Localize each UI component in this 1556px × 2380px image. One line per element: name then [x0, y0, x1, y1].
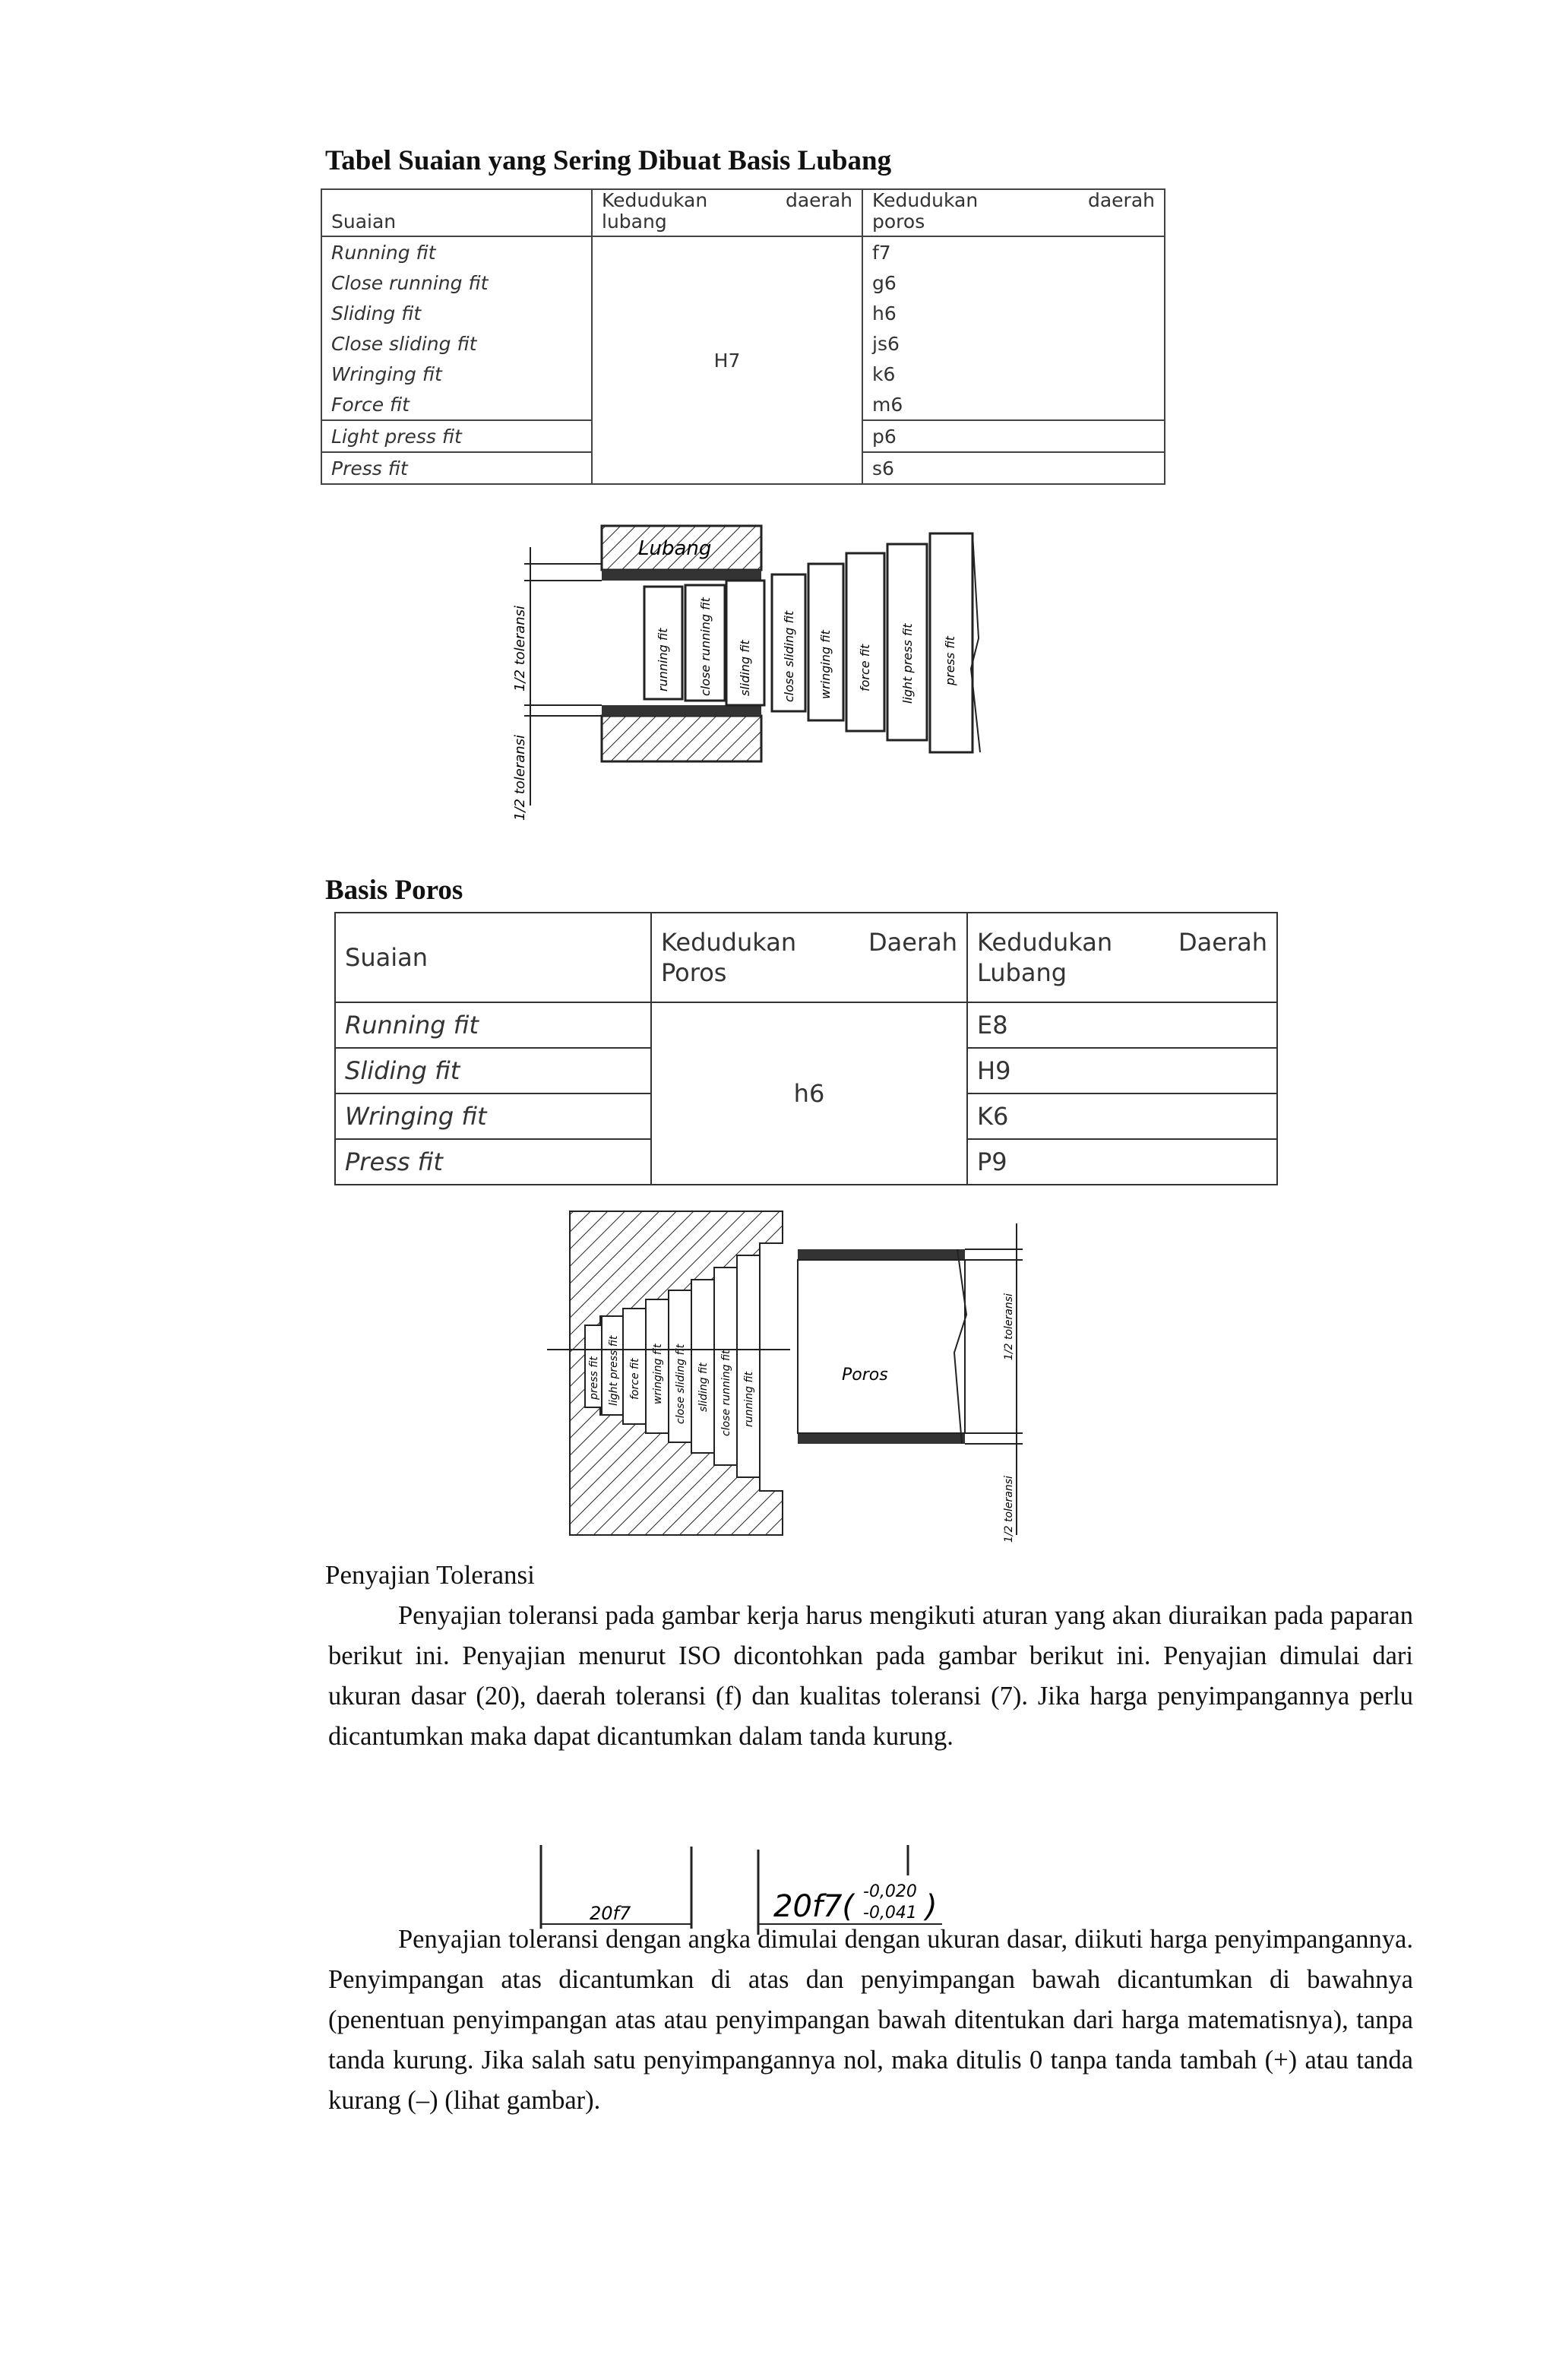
tol-band-bottom	[602, 705, 761, 716]
t2-header-lubang: Kedudukan Daerah Lubang	[967, 913, 1277, 1002]
t2-shaft-h6: h6	[651, 1002, 967, 1185]
t1-shaft: g6	[862, 267, 1165, 298]
t2-fit: Wringing fit	[335, 1093, 651, 1139]
shaft-basis-table	[334, 912, 1278, 1185]
hole-basis-table	[321, 188, 1165, 485]
t1-fit: Wringing fit	[321, 359, 592, 389]
upper-deviation: -0,020	[863, 1882, 917, 1901]
paragraph-2: Penyajian toleransi dengan angka dimulai dengan ukuran dasar, diikuti harga penyimpangannya. Penyimpangan atas dicantumkan di atas dan penyimpangan bawah dicantumkan di bawahnya (penentuan penyimpangan atas atau penyimpangan bawah ditentukan dari harga matematisnya), tanpa tanda kurung. Jika salah satu penyimpangannya nol, maka ditulis 0 tanpa tanda tambah (+) atau tanda kurang (–) (lihat gambar).	[328, 1925, 1413, 2115]
fit-label: light press fit	[900, 623, 915, 704]
lubang-label: Lubang	[638, 537, 712, 560]
fit-label: sliding fit	[697, 1362, 710, 1412]
fit-label: sliding fit	[738, 640, 752, 696]
t1-fit: Press fit	[321, 452, 592, 484]
example-1: 20f7	[590, 1903, 631, 1924]
hub-bottom	[602, 716, 761, 761]
paragraph-1: Penyajian toleransi pada gambar kerja harus mengikuti aturan yang akan diuraikan pada paparan berikut ini. Penyajian menurut ISO dicontohkan pada gambar berikut ini. Penyajian dimulai dari ukuran dasar (20), daerah toleransi (f) dan kualitas toleransi (7). Jika harga penyimpangannya perlu dicantumkan maka dapat dicantumkan dalam tanda kurung.	[328, 1601, 1413, 1751]
t1-shaft: f7	[862, 236, 1165, 267]
tol-band-top	[602, 570, 761, 581]
t1-shaft: s6	[862, 452, 1165, 484]
t1-header-suaian: Suaian	[321, 189, 592, 236]
t1-shaft: p6	[862, 420, 1165, 452]
t2-hole: K6	[967, 1093, 1277, 1139]
tol-label-top: 1/2 toleransi	[1003, 1293, 1015, 1360]
t2-fit: Running fit	[335, 1002, 651, 1048]
t1-shaft: js6	[862, 328, 1165, 359]
poros-label: Poros	[842, 1366, 888, 1385]
fit-label: force fit	[629, 1358, 641, 1400]
fit-label: force fit	[858, 644, 872, 692]
t2-header-suaian: Suaian	[335, 913, 651, 1002]
example-2-close: )	[925, 1889, 938, 1924]
fit-label: close sliding fit	[782, 610, 796, 702]
tol-label-bottom: 1/2 toleransi	[512, 734, 528, 821]
table1-title: Tabel Suaian yang Sering Dibuat Basis Lubang	[325, 145, 892, 176]
fit-label: close sliding fit	[675, 1343, 687, 1424]
basis-poros-title: Basis Poros	[325, 875, 463, 906]
t1-fit: Running fit	[321, 236, 592, 267]
fit-label: light press fit	[608, 1335, 620, 1406]
hole-basis-diagram	[494, 517, 1026, 836]
t2-hole: H9	[967, 1048, 1277, 1093]
t2-hole: P9	[967, 1139, 1277, 1185]
fit-label: running fit	[743, 1371, 755, 1427]
fit-label: close running fit	[720, 1350, 732, 1436]
t2-fit: Press fit	[335, 1139, 651, 1185]
example-2: 20f7(	[773, 1889, 855, 1924]
fit-label: press fit	[588, 1356, 600, 1400]
tol-label-bottom: 1/2 toleransi	[1003, 1476, 1015, 1543]
t1-fit: Force fit	[321, 389, 592, 420]
t1-shaft: h6	[862, 298, 1165, 328]
fit-label: wringing fit	[652, 1343, 664, 1404]
t1-shaft: m6	[862, 389, 1165, 420]
t1-fit: Close running fit	[321, 267, 592, 298]
lower-deviation: -0,041	[863, 1904, 917, 1923]
t1-fit: Sliding fit	[321, 298, 592, 328]
t2-header-poros: Kedudukan Daerah Poros	[651, 913, 967, 1002]
fit-label: close running fit	[698, 597, 713, 696]
t1-header-poros: Kedudukan daerah poros	[862, 189, 1165, 236]
t1-header-lubang: Kedudukan daerah lubang	[592, 189, 862, 236]
t1-fit: Close sliding fit	[321, 328, 592, 359]
fit-label: press fit	[943, 636, 957, 685]
t2-hole: E8	[967, 1002, 1277, 1048]
fit-label: wringing fit	[818, 630, 833, 699]
tol-label-top: 1/2 toleransi	[512, 605, 528, 692]
fit-label: running fit	[656, 628, 670, 692]
t1-shaft: k6	[862, 359, 1165, 389]
shaft-basis-diagram	[532, 1201, 1048, 1550]
t1-fit: Light press fit	[321, 420, 592, 452]
t2-fit: Sliding fit	[335, 1048, 651, 1093]
section-heading: Penyajian Toleransi	[325, 1560, 535, 1590]
t1-hole-h7: H7	[592, 236, 862, 484]
